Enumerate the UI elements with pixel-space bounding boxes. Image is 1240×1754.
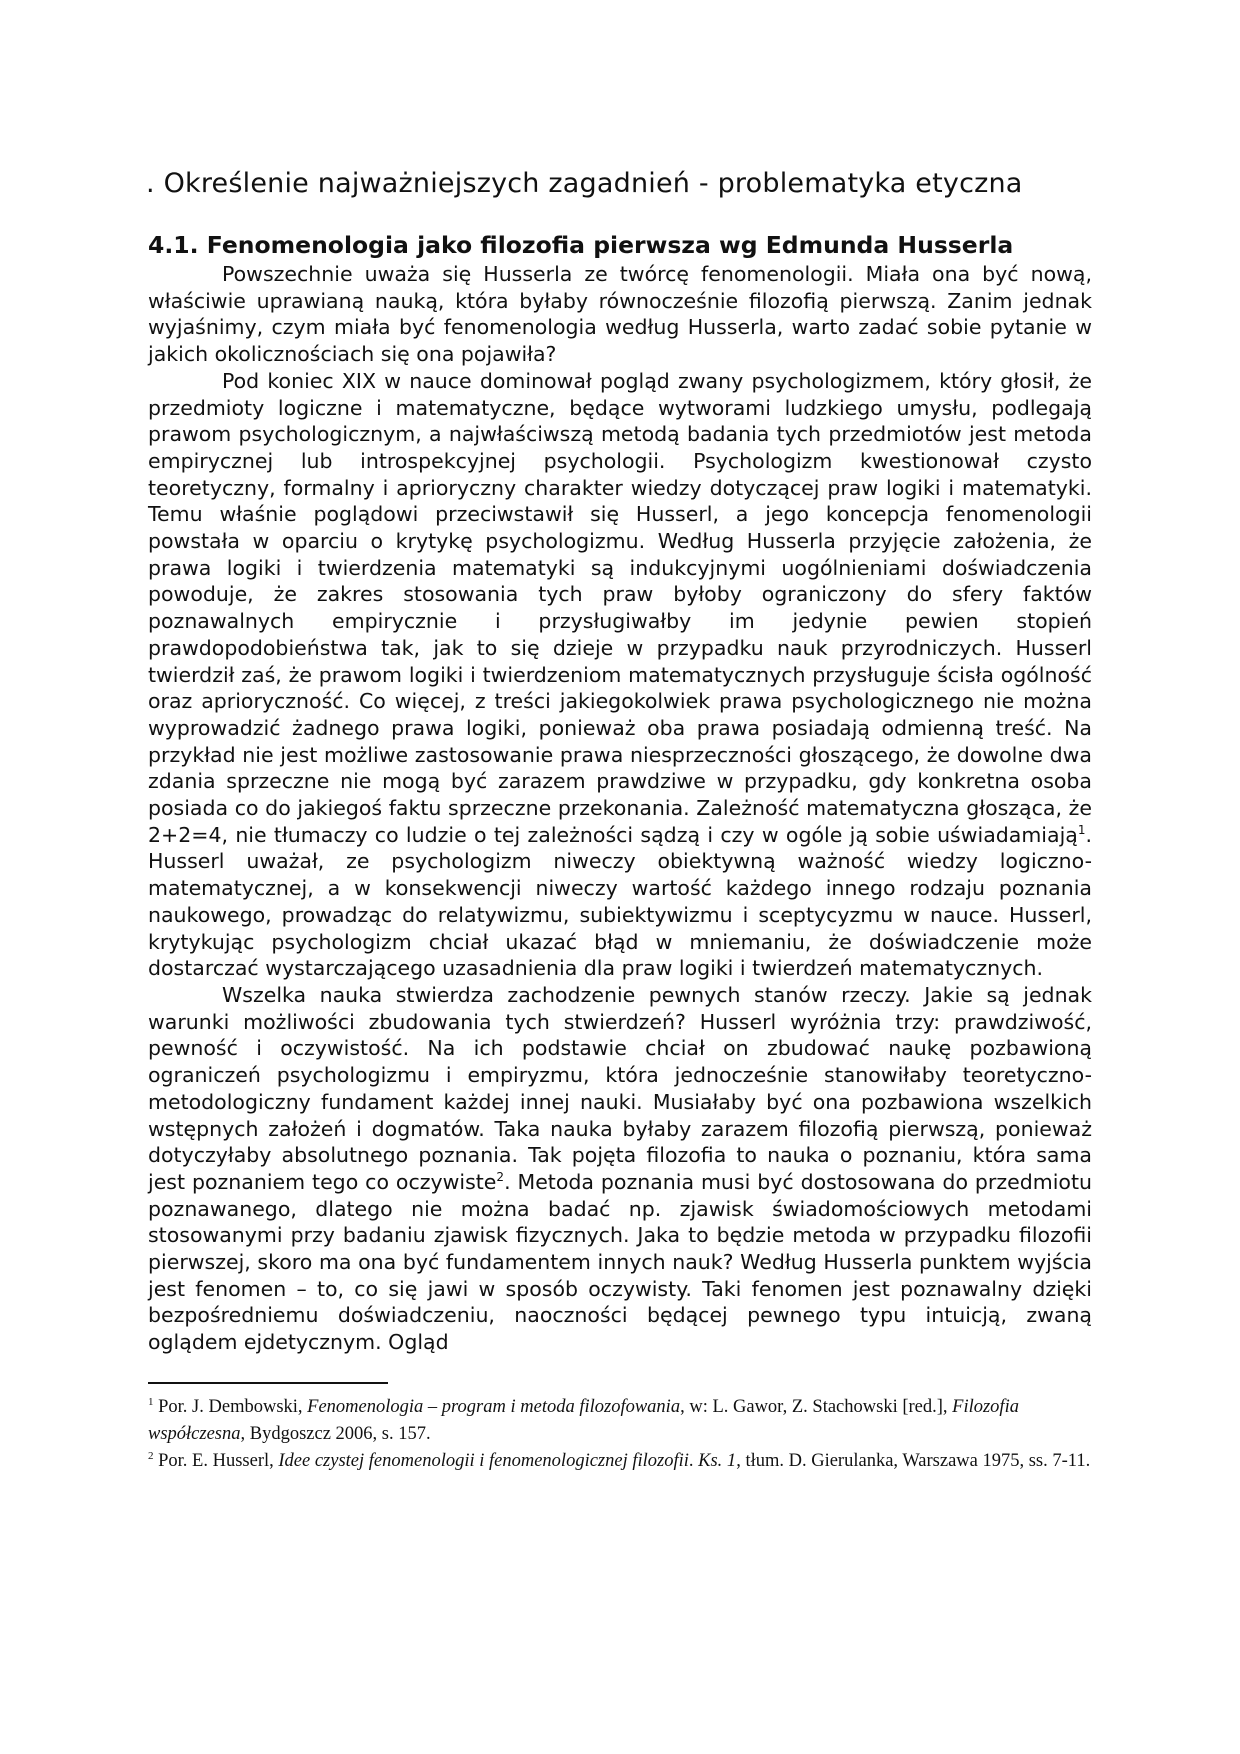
- footnote-1-title: Fenomenologia – program i metoda filozofowania: [307, 1396, 681, 1417]
- footnote-2-volume: Ks. 1: [698, 1450, 737, 1471]
- footnote-1-pre: Por. J. Dembowski,: [153, 1396, 308, 1417]
- footnote-ref-1: 1: [1077, 822, 1086, 837]
- footnote-1-post: , Bydgoszcz 2006, s. 157.: [240, 1423, 431, 1444]
- paragraph-3-text-a: Wszelka nauka stwierdza zachodzenie pewnych stanów rzeczy. Jakie są jednak warunki możliwości zbudowania tych stwierdzeń? Husserl wyróżnia trzy: prawdziwość, pewność i oczywistość. Na ich podstawie chciał on zbudować naukę pozbawioną ograniczeń psychologizmu i empiryzmu, która jednocześnie stanowiłaby teoretyczno-metodologiczny fundament każdej innej nauki. Musiałaby być ona pozbawiona wszelkich wstępnych założeń i dogmatów. Taka nauka byłaby zarazem filozofią pierwszą, ponieważ dotyczyłaby absolutnego poznania. Tak pojęta filozofia to nauka o poznaniu, która sama jest poznaniem tego co oczywiste: [148, 982, 1092, 1194]
- paragraph-1: Powszechnie uważa się Husserla ze twórcę fenomenologii. Miała ona być nową, właściwie uprawianą nauką, która byłaby równocześnie filozofią pierwszą. Zanim jednak wyjaśnimy, czym miała być fenomenologia według Husserla, warto zadać sobie pytanie w jakich okolicznościach się ona pojawiła?: [148, 262, 1092, 367]
- footnote-2-post: , tłum. D. Gierulanka, Warszawa 1975, ss. 7-11.: [736, 1450, 1091, 1471]
- paragraph-2-text-a: Pod koniec XIX w nauce dominował pogląd zwany psychologizmem, który głosił, że przedmioty logiczne i matematyczne, będące wytworami ludzkiego umysłu, podlegają prawom psychologicznym, a najwłaściwszą metodą badania tych przedmiotów jest metoda empirycznej lub introspekcyjnej psychologii. Psychologizm kwestionował czysto teoretyczny, formalny i aprioryczny charakter wiedzy dotyczącej praw logiki i matematyki. Temu właśnie poglądowi przeciwstawił się Husserl, a jego koncepcja fenomenologii powstała w oparciu o krytykę psychologizmu. Według Husserla przyjęcie założenia, że prawa logiki i twierdzenia matematyki są indukcyjnymi uogólnieniami doświadczenia powoduje, że zakres stosowania tych praw byłoby ograniczony do sfery faktów poznawalnych empirycznie i przysługiwałby im jedynie pewien stopień prawdopodobieństwa tak, jak to się dzieje w przypadku nauk przyrodniczych. Husserl twierdził zaś, że prawom logiki i twierdzeniom matematycznych przysługuje ścisła ogólność oraz aprioryczność. Co więcej, z treści jakiegokolwiek prawa psychologicznego nie można wyprowadzić żadnego prawa logiki, ponieważ oba prawa posiadają odmienną treść. Na przykład nie jest możliwe zastosowanie prawa niesprzeczności głoszącego, że dowolne dwa zdania sprzeczne nie mogą być zarazem prawdziwe w przypadku, gdy konkretna osoba posiada co do jakiegoś faktu sprzeczne przekonania. Zależność matematyczna głosząca, że 2+2=4, nie tłumaczy co ludzie o tej zależności sądzą i czy w ogóle ją sobie uświadamiają: [148, 368, 1092, 847]
- footnote-2-mark: 2: [148, 1449, 154, 1462]
- paragraph-3-text-b: . Metoda poznania musi być dostosowana do przedmiotu poznawanego, dlatego nie można badać np. zjawisk świadomościowych metodami stosowanymi przy badaniu zjawisk fizycznych. Jaka to będzie metoda w przypadku filozofii pierwszej, skoro ma ona być fundamentem innych nauk? Według Husserla punktem wyjścia jest fenomen – to, co się jawi w sposób oczywisty. Taki fenomen jest poznawalny dzięki bezpośredniemu doświadczeniu, naoczności będącej pewnego typu intuicją, zwaną oglądem ejdetycznym. Ogląd: [148, 1169, 1092, 1355]
- footnote-1-mark: 1: [148, 1395, 154, 1408]
- footnote-2-title: Idee czystej fenomenologii i fenomenologicznej filozofii: [278, 1450, 689, 1471]
- paragraph-3: [148, 982, 1092, 1356]
- footnote-1-mid: , w: L. Gawor, Z. Stachowski [red.],: [680, 1396, 953, 1417]
- paragraph-2: [148, 368, 1092, 982]
- footnote-2-pre: Por. E. Husserl,: [153, 1450, 279, 1471]
- footnotes: [148, 1394, 1092, 1475]
- footnote-2: [148, 1448, 1092, 1475]
- footnote-divider: [148, 1382, 388, 1384]
- document-page: [148, 168, 1092, 1475]
- footnote-1-book: Filozofia współczesna: [148, 1396, 1019, 1444]
- footnote-1: [148, 1394, 1092, 1448]
- footnote-2-mid: .: [688, 1450, 699, 1471]
- paragraph-2-text-b: . Husserl uważał, ze psychologizm niweczy obiektywną ważność wiedzy logiczno-matematycznej, a w konsekwencji niweczy wartość każdego innego rodzaju poznania naukowego, prowadząc do relatywizmu, subiektywizmu i sceptycyzmu w nauce. Husserl, krytykując psychologizm chciał ukazać błąd w mniemaniu, że doświadczenie może dostarczać wystarczającego uzasadnienia dla praw logiki i twierdzeń matematycznych.: [148, 822, 1092, 981]
- body-text: [148, 261, 1092, 1356]
- chapter-title: . Określenie najważniejszych zagadnień - problematyka etyczna: [146, 168, 1023, 199]
- section-title: 4.1. Fenomenologia jako filozofia pierwsza wg Edmunda Husserla: [148, 231, 1014, 259]
- footnote-ref-2: 2: [496, 1169, 505, 1184]
